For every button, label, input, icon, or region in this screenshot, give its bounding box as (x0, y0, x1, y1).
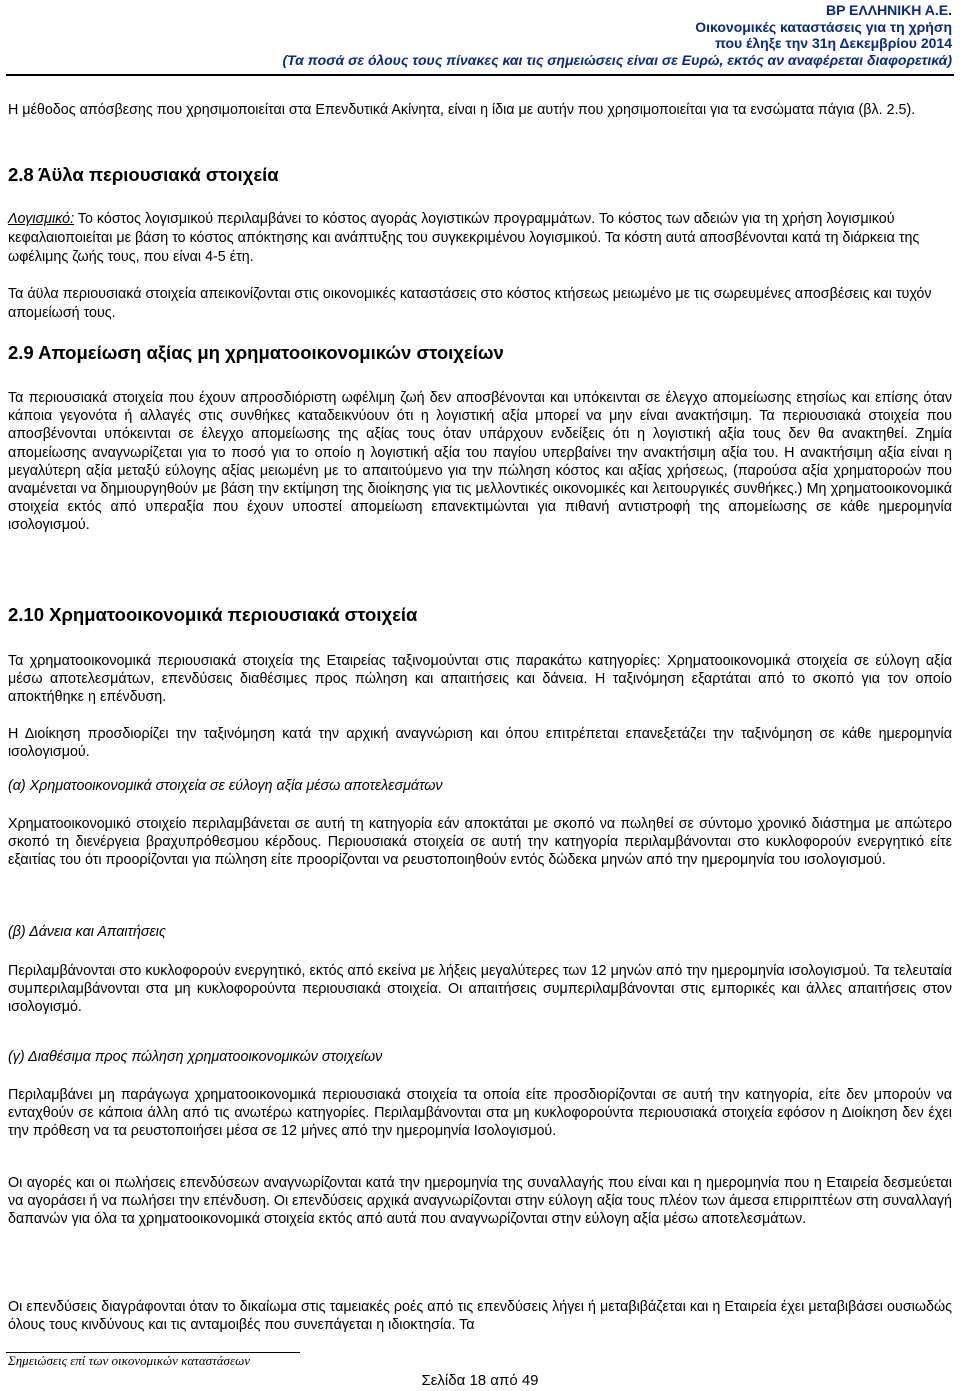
subsection-c-text: Περιλαμβάνει μη παράγωγα χρηματοοικονομικά περιουσιακά στοιχεία τα οποία είτε προσδιορίζονται σε αυτή την κατηγορία, είτε δεν μπορούν να ενταχθούν σε κάποια άλλη από τις ανωτέρω κατηγορίες. Περιλαμβάνονται στα μη κυκλοφορούντα περιουσιακά στοιχεία εφόσον η Διοίκηση δεν έχει την πρόθεση να τα ρευστοποιήσει μέσα σε 12 μήνες από την ημερομηνία Ισολογισμού. (8, 1087, 952, 1140)
software-text: Το κόστος λογισμικού περιλαμβάνει το κόστος αγοράς λογιστικών προγραμμάτων. Το κόστος των αδειών για τη χρήση λογισμικού κεφαλαιοποιείται με βάση το κόστος απόκτησης και ανάπτυξης του συγκεκριμένου λογισμικού. Τα κόστη αυτά αποσβένονται κατά τη διάρκεια της ωφέλιμης ζωής τους, που είναι 4-5 έτη. (8, 211, 920, 265)
section-2-9-heading: 2.9 Απομείωση αξίας μη χρηματοοικονομικών στοιχείων (8, 342, 504, 363)
subsection-a-title: (α) Χρηματοοικονομικά στοιχεία σε εύλογη αξία μέσω αποτελεσμάτων (8, 778, 443, 794)
subsection-b-text: Περιλαμβάνονται στο κυκλοφορούν ενεργητικό, εκτός από εκείνα με λήξεις μεγαλύτερες των 12 μηνών από την ημερομηνία ισολογισμού. Τα τελευταία συμπεριλαμβάνονται στα μη κυκλοφορούντα περιουσιακά στοιχεία. Οι απαιτήσεις συμπεριλαμβάνονται στις εμπορικές και άλλες απαιτήσεις στον ισολογισμό. (8, 963, 952, 1016)
financial-assets-paragraph2: Η Διοίκηση προσδιορίζει την ταξινόμηση κατά την αρχική αναγνώριση και όπου επιτρέπεται επανεξετάζει την ταξινόμηση σε κάθε ημερομηνία ισολογισμού. (8, 726, 952, 761)
derecognition-paragraph: Οι επενδύσεις διαγράφονται όταν το δικαίωμα στις ταμειακές ροές από τις επενδύσεις λήγει ή μεταβιβάζεται και η Εταιρεία έχει μεταβιβάσει ουσιωδώς όλους τους κινδύνους και τις ανταμοιβές που συνεπάγεται η ιδιοκτησία. Τα (8, 1299, 952, 1334)
software-paragraph (8, 210, 952, 267)
page-header (282, 2, 952, 68)
section-2-8-heading: 2.8 Άϋλα περιουσιακά στοιχεία (8, 164, 279, 185)
purchases-sales-paragraph: Οι αγορές και οι πωλήσεις επενδύσεων αναγνωρίζονται κατά την ημερομηνία της συναλλαγής που είναι και η ημερομηνία που η Εταιρεία δεσμεύεται να αγοράσει ή να πωλήσει την επένδυση. Οι επενδύσεις αρχικά αναγνωρίζονται στην εύλογη αξία τους πλέον των άμεσα επιρριπτέων στη συναλλαγή δαπανών για όλα τα χρηματοοικονομικά στοιχεία εκτός από αυτά που αναγνωρίζονται στην εύλογη αξία μέσω αποτελεσμάτων. (8, 1175, 952, 1228)
company-name: BP ΕΛΛΗΝΙΚΗ Α.Ε. (825, 2, 952, 18)
footer-label: Σημειώσεις επί των οικονομικών καταστάσεων (8, 1353, 251, 1368)
subsection-b-title: (β) Δάνεια και Απαιτήσεις (8, 924, 166, 940)
software-label: Λογισμικό: (8, 211, 75, 227)
header-divider (6, 74, 954, 76)
subsection-a-text: Χρηματοοικονομικό στοιχείο περιλαμβάνεται σε αυτή τη κατηγορία εάν αποκτάται με σκοπό να πωληθεί σε σύντομο χρονικό διάστημα με απώτερο σκοπό τη διενέργεια βραχυπρόθεσμου κέρδους. Περιουσιακά στοιχεία σε αυτή την κατηγορία περιλαμβάνονται στο κυκλοφορούν ενεργητικό είτε εξαιτίας του ότι προορίζονται για πώληση είτε προορίζονται να ρευστοποιηθούν εντός δώδεκα μηνών από την ημερομηνία του ισολογισμού. (8, 816, 952, 869)
statement-title-line1: Οικονομικές καταστάσεις για τη χρήση (695, 18, 952, 35)
subsection-c-title: (γ) Διαθέσιμα προς πώληση χρηματοοικονομικών στοιχείων (8, 1049, 383, 1065)
intangibles-paragraph: Τα άϋλα περιουσιακά στοιχεία απεικονίζονται στις οικονομικές καταστάσεις στο κόστος κτήσεως μειωμένο με τις σωρευμένες αποσβέσεις και τυχόν απομείωσή τους. (8, 286, 932, 321)
page-number: Σελίδα 18 από 49 (421, 1372, 539, 1389)
section-2-10-heading: 2.10 Χρηματοοικονομικά περιουσιακά στοιχεία (8, 604, 418, 625)
statement-title-line2: που έληξε την 31η Δεκεμβρίου 2014 (715, 35, 952, 51)
intro-paragraph: Η μέθοδος απόσβεσης που χρησιμοποιείται στα Επενδυτικά Ακίνητα, είναι η ίδια με αυτήν που χρησιμοποιείται για τα ενσώματα πάγια (βλ. 2.5). (8, 102, 916, 118)
financial-assets-paragraph1: Τα χρηματοοικονομικά περιουσιακά στοιχεία της Εταιρείας ταξινομούνται στις παρακάτω κατηγορίες: Χρηματοοικονομικά στοιχεία σε εύλογη αξία μέσω αποτελεσμάτων, επενδύσεις διαθέσιμες προς πώληση και απαιτήσεις και δάνεια. Η ταξινόμηση εξαρτάται από το σκοπό για τον οποίο αποκτήθηκε η επένδυση. (8, 653, 952, 706)
currency-note: (Τα ποσά σε όλους τους πίνακες και τις σημειώσεις είναι σε Ευρώ, εκτός αν αναφέρεται διαφορετικά) (282, 51, 952, 68)
impairment-paragraph: Τα περιουσιακά στοιχεία που έχουν απροσδιόριστη ωφέλιμη ζωή δεν αποσβένονται και υπόκεινται σε έλεγχο απομείωσης ετησίως και επίσης όταν κάποια γεγονότα ή αλλαγές στις συνθήκες καταδεικνύουν ότι η λογιστική αξία μπορεί να μην είναι ανακτήσιμη. Τα περιουσιακά στοιχεία που αποσβένονται υπόκεινται σε έλεγχο απομείωσης της αξίας τους όταν υπάρχουν ενδείξεις ότι η λογιστική αξία τους δεν θα ανακτηθεί. Ζημία απομείωσης αναγνωρίζεται για το ποσό για το οποίο η λογιστική αξία του παγίου υπερβαίνει την ανακτήσιμη αξία του. Η ανακτήσιμη αξία είναι η μεγαλύτερη αξία μεταξύ εύλογης αξίας μειωμένη με το απαιτούμενο για την πώληση κόστος και αξίας χρήσεως, (παρούσα αξία χρηματοροών που αναμένεται να δημιουργηθούν με βάση την εκτίμηση της διοίκησης για τις μελλοντικές οικονομικές και λειτουργικές συνθήκες.) Μη χρηματοοικονομικά στοιχεία εκτός από υπεραξία που έχουν υποστεί απομείωση επανεκτιμώνται για πιθανή αντιστροφή της απομείωσης σε κάθε ημερομηνία ισολογισμού. (8, 390, 952, 534)
